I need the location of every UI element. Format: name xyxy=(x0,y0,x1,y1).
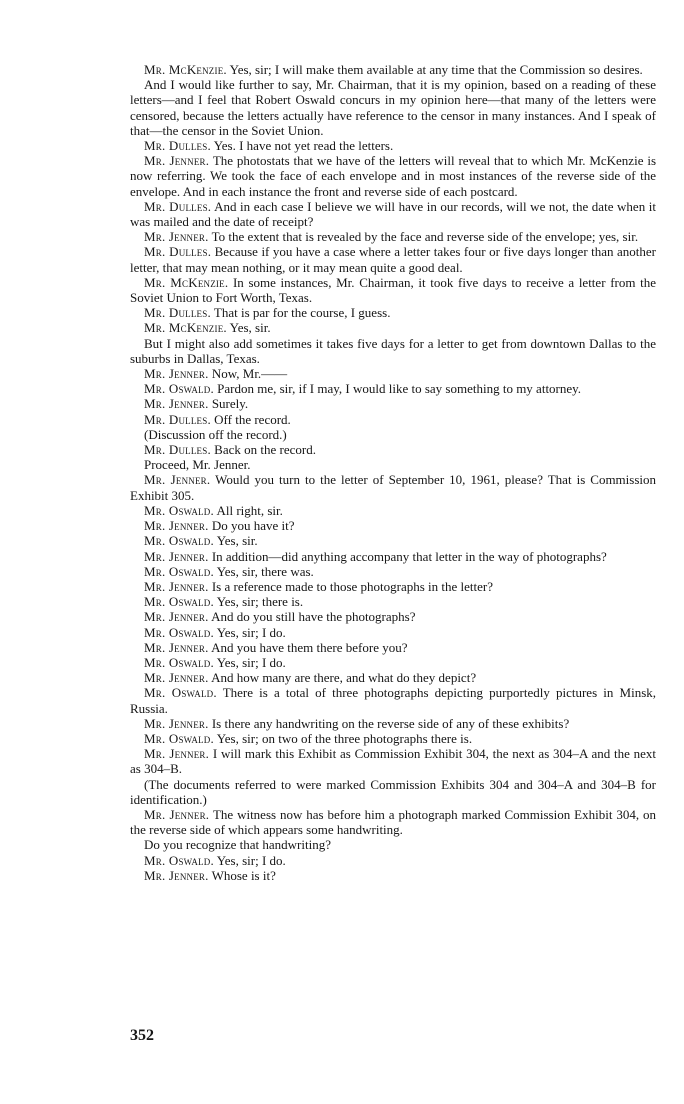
speaker-name: Mr. Dulles. xyxy=(144,442,211,458)
speaker-name: Mr. Oswald. xyxy=(144,594,214,610)
speaker-name: Mr. Oswald. xyxy=(144,533,214,549)
paragraph-text: (Discussion off the record.) xyxy=(144,426,287,442)
speaker-name: Mr. Jenner. xyxy=(144,609,209,625)
paragraph-text: There is a total of three photographs depicting purportedly pictures in Minsk, Russia. xyxy=(130,685,656,716)
paragraph-text: Yes. I have not yet read the letters. xyxy=(213,138,394,154)
paragraph-text: And I would like further to say, Mr. Chairman, that it is my opinion, based on a reading of these letters—and I feel that Robert Oswald concurs in my opinion here—that many of the letters were censored, because the letters actually have reference to the censor in many instances. And I speak of that—the censor in the Soviet Union. xyxy=(130,77,656,138)
speaker-name: Mr. Jenner. xyxy=(144,639,209,655)
speaker-name: Mr. Jenner. xyxy=(144,670,209,686)
paragraph-text: And how many are there, and what do they depict? xyxy=(211,670,477,686)
transcript-paragraph xyxy=(130,807,656,837)
paragraph-text: Yes, sir; I will make them available at any time that the Commission so desires. xyxy=(229,62,643,77)
speaker-name: Mr. McKenzie. xyxy=(144,274,229,290)
transcript-paragraph xyxy=(130,381,656,396)
speaker-name: Mr. Jenner. xyxy=(144,867,209,883)
transcript-paragraph xyxy=(130,472,656,502)
speaker-name: Mr. Jenner. xyxy=(144,578,209,594)
transcript-paragraph xyxy=(130,275,656,305)
paragraph-text: The witness now has before him a photograph marked Commission Exhibit 304, on the reverse side of which appears some handwriting. xyxy=(130,806,657,838)
transcript-paragraph xyxy=(130,609,656,624)
speaker-name: Mr. Jenner. xyxy=(144,472,211,488)
paragraph-text: Yes, sir; I do. xyxy=(216,624,286,640)
transcript-paragraph xyxy=(130,685,656,715)
paragraph-text: Is a reference made to those photographs in the letter? xyxy=(211,578,494,594)
speaker-name: Mr. Oswald. xyxy=(144,852,214,868)
transcript-paragraph xyxy=(130,366,656,381)
speaker-name: Mr. Jenner. xyxy=(144,518,209,534)
transcript-paragraph xyxy=(130,549,656,564)
transcript-paragraph xyxy=(130,412,656,427)
paragraph-text: Pardon me, sir, if I may, I would like to say something to my attorney. xyxy=(217,381,582,397)
speaker-name: Mr. Oswald. xyxy=(144,381,214,397)
transcript-paragraph xyxy=(130,564,656,579)
paragraph-text: Yes, sir. xyxy=(216,533,258,549)
speaker-name: Mr. McKenzie. xyxy=(144,62,227,77)
speaker-name: Mr. Jenner. xyxy=(144,806,210,822)
transcript-paragraph xyxy=(130,336,656,366)
transcript-paragraph xyxy=(130,138,656,153)
speaker-name: Mr. Jenner. xyxy=(144,715,209,731)
speaker-name: Mr. Jenner. xyxy=(144,746,210,762)
paragraph-text: Yes, sir; on two of the three photographs there is. xyxy=(216,730,473,746)
paragraph-text: Would you turn to the letter of September 10, 1961, please? That is Commission Exhibit 305. xyxy=(130,472,657,503)
paragraph-text: All right, sir. xyxy=(216,502,283,518)
paragraph-text: The photostats that we have of the letters will reveal that to which Mr. McKenzie is now referring. We took the face of each envelope and in most instances of the reverse side of the envelope. And in each instance the front and reverse side of each postcard. xyxy=(130,153,656,199)
transcript-paragraph xyxy=(130,868,656,883)
speaker-name: Mr. Oswald. xyxy=(144,685,217,701)
paragraph-text: Do you have it? xyxy=(211,518,295,534)
paragraph-text: Proceed, Mr. Jenner. xyxy=(144,457,251,473)
transcript-paragraph xyxy=(130,457,656,472)
speaker-name: Mr. Dulles. xyxy=(144,411,211,427)
paragraph-text: Is there any handwriting on the reverse side of any of these exhibits? xyxy=(211,715,570,731)
speaker-name: Mr. Oswald. xyxy=(144,654,214,670)
paragraph-text: And in each case I believe we will have in our records, will we not, the date when it was mailed and the date of receipt? xyxy=(130,198,656,230)
transcript-paragraph xyxy=(130,503,656,518)
transcript-paragraph xyxy=(130,625,656,640)
transcript-paragraph xyxy=(130,731,656,746)
transcript-paragraph xyxy=(130,396,656,411)
paragraph-text: And you have them there before you? xyxy=(211,639,408,655)
speaker-name: Mr. Jenner. xyxy=(144,396,209,412)
transcript-paragraph xyxy=(130,442,656,457)
paragraph-text: (The documents referred to were marked Commission Exhibits 304 and 304–A and 304–B for identification.) xyxy=(130,776,656,807)
transcript-paragraph xyxy=(130,305,656,320)
paragraph-text: Back on the record. xyxy=(214,442,316,458)
transcript-paragraph xyxy=(130,518,656,533)
transcript-paragraph xyxy=(130,716,656,731)
transcript-paragraph xyxy=(130,77,656,138)
transcript-paragraph xyxy=(130,777,656,807)
transcript-paragraph xyxy=(130,229,656,244)
paragraph-text: Now, Mr.—— xyxy=(211,366,288,382)
transcript-paragraph xyxy=(130,244,656,274)
transcript-paragraph xyxy=(130,746,656,776)
paragraph-text: Do you recognize that handwriting? xyxy=(144,837,331,853)
speaker-name: Mr. Dulles. xyxy=(144,138,211,154)
transcript-paragraph xyxy=(130,62,656,77)
speaker-name: Mr. Jenner. xyxy=(144,548,209,564)
paragraph-text: I will mark this Exhibit as Commission Exhibit 304, the next as 304–A and the next as 304–B. xyxy=(130,746,657,777)
speaker-name: Mr. Oswald. xyxy=(144,730,214,746)
speaker-name: Mr. Jenner. xyxy=(144,229,209,245)
speaker-name: Mr. McKenzie. xyxy=(144,320,227,336)
speaker-name: Mr. Dulles. xyxy=(144,244,212,260)
transcript-paragraph xyxy=(130,837,656,852)
paragraph-text: Yes, sir; I do. xyxy=(216,654,286,670)
speaker-name: Mr. Oswald. xyxy=(144,624,214,640)
paragraph-text: That is par for the course, I guess. xyxy=(213,305,391,321)
speaker-name: Mr. Jenner. xyxy=(144,366,209,382)
transcript-paragraph xyxy=(130,594,656,609)
transcript-paragraph xyxy=(130,579,656,594)
paragraph-text: Yes, sir; I do. xyxy=(216,852,286,868)
transcript-paragraph xyxy=(130,199,656,229)
speaker-name: Mr. Dulles. xyxy=(144,198,212,214)
page-number: 352 xyxy=(130,1027,154,1044)
paragraph-text: But I might also add sometimes it takes five days for a letter to get from downtown Dallas to the suburbs in Dallas, Texas. xyxy=(130,335,656,366)
speaker-name: Mr. Jenner. xyxy=(144,153,210,169)
paragraph-text: Surely. xyxy=(211,396,249,412)
transcript-paragraph xyxy=(130,640,656,655)
paragraph-text: Yes, sir; there is. xyxy=(216,594,304,610)
transcript-paragraph xyxy=(130,320,656,335)
paragraph-text: Whose is it? xyxy=(211,867,276,883)
transcript-paragraph xyxy=(130,533,656,548)
transcript-paragraph xyxy=(130,670,656,685)
paragraph-text: Yes, sir, there was. xyxy=(216,563,314,579)
speaker-name: Mr. Oswald. xyxy=(144,563,214,579)
speaker-name: Mr. Dulles. xyxy=(144,305,211,321)
paragraph-text: Off the record. xyxy=(214,411,291,427)
transcript-paragraph xyxy=(130,853,656,868)
transcript-paragraph xyxy=(130,153,656,199)
paragraph-text: Yes, sir. xyxy=(229,320,271,336)
paragraph-text: Because if you have a case where a letter takes four or five days longer than another letter, that may mean nothing, or it may mean quite a good deal. xyxy=(130,244,656,275)
paragraph-text: In addition—did anything accompany that letter in the way of photographs? xyxy=(211,548,607,564)
paragraph-text: In some instances, Mr. Chairman, it took five days to receive a letter from the Soviet Union to Fort Worth, Texas. xyxy=(130,274,657,306)
speaker-name: Mr. Oswald. xyxy=(144,502,214,518)
paragraph-text: To the extent that is revealed by the face and reverse side of the envelope; yes, sir. xyxy=(211,229,639,245)
transcript-paragraph xyxy=(130,427,656,442)
transcript-paragraph xyxy=(130,655,656,670)
paragraph-text: And do you still have the photographs? xyxy=(211,609,416,625)
transcript-body xyxy=(130,62,656,883)
